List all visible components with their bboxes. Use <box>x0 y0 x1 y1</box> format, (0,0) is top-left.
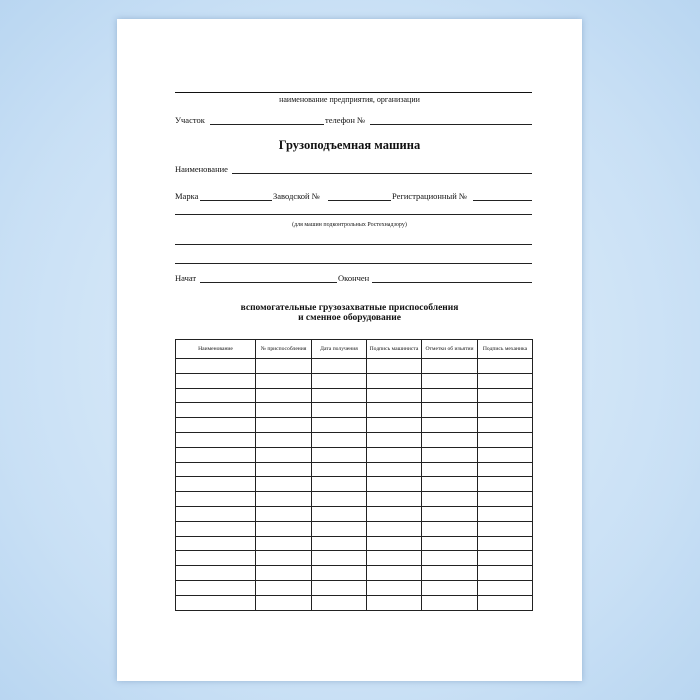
table-cell[interactable] <box>312 595 367 610</box>
table-cell[interactable] <box>312 388 367 403</box>
table-cell[interactable] <box>176 521 256 536</box>
table-row <box>176 403 533 418</box>
table-cell[interactable] <box>256 373 312 388</box>
table-cell[interactable] <box>256 432 312 447</box>
table-row <box>176 506 533 521</box>
table-cell[interactable] <box>478 551 533 566</box>
table-cell[interactable] <box>478 477 533 492</box>
table-cell[interactable] <box>256 477 312 492</box>
table-cell[interactable] <box>256 462 312 477</box>
table-cell[interactable] <box>367 432 422 447</box>
table-row <box>176 595 533 610</box>
table-row <box>176 580 533 595</box>
name-label: Наименование <box>175 164 228 174</box>
table-cell[interactable] <box>367 403 422 418</box>
table-cell[interactable] <box>478 373 533 388</box>
table-cell[interactable] <box>478 506 533 521</box>
table-cell[interactable] <box>367 492 422 507</box>
form-page <box>117 19 582 681</box>
table-cell[interactable] <box>422 551 478 566</box>
uchastok-field[interactable] <box>210 124 324 125</box>
organization-line <box>175 92 532 93</box>
table-cell[interactable] <box>176 388 256 403</box>
table-cell[interactable] <box>478 580 533 595</box>
section-title-line-2: и сменное оборудование <box>298 313 401 323</box>
table-cell[interactable] <box>312 492 367 507</box>
column-header: № приспособления <box>256 340 312 359</box>
table-cell[interactable] <box>176 403 256 418</box>
table-cell[interactable] <box>256 521 312 536</box>
blank-line-2[interactable] <box>175 244 532 245</box>
table-row <box>176 566 533 581</box>
blank-line-3[interactable] <box>175 263 532 264</box>
table-cell[interactable] <box>256 359 312 374</box>
end-label: Окончен <box>338 273 370 283</box>
table-cell[interactable] <box>478 566 533 581</box>
table-cell[interactable] <box>176 418 256 433</box>
table-body <box>176 359 533 611</box>
table-row <box>176 551 533 566</box>
table-cell[interactable] <box>176 359 256 374</box>
table-cell[interactable] <box>256 580 312 595</box>
table-cell[interactable] <box>256 447 312 462</box>
table-cell[interactable] <box>478 432 533 447</box>
table-cell[interactable] <box>478 521 533 536</box>
end-field[interactable] <box>372 282 532 283</box>
table-cell[interactable] <box>312 580 367 595</box>
start-field[interactable] <box>200 282 337 283</box>
form-title: Грузоподъемная машина <box>278 138 421 152</box>
table-cell[interactable] <box>422 477 478 492</box>
table-cell[interactable] <box>312 477 367 492</box>
column-header: Подпись машиниста <box>367 340 422 359</box>
table-cell[interactable] <box>312 536 367 551</box>
phone-label: телефон № <box>325 115 366 125</box>
blank-line-1[interactable] <box>175 214 532 215</box>
table-cell[interactable] <box>478 595 533 610</box>
table-cell[interactable] <box>367 521 422 536</box>
table-cell[interactable] <box>176 595 256 610</box>
table-cell[interactable] <box>367 359 422 374</box>
table-header-row <box>176 340 533 359</box>
table-row <box>176 521 533 536</box>
table-cell[interactable] <box>422 595 478 610</box>
table-cell[interactable] <box>176 580 256 595</box>
table-cell[interactable] <box>256 551 312 566</box>
rostech-note: (для машин подконтрольных Ростехнадзору) <box>292 222 407 228</box>
table-cell[interactable] <box>367 373 422 388</box>
table-cell[interactable] <box>312 506 367 521</box>
table-cell[interactable] <box>422 432 478 447</box>
table-cell[interactable] <box>422 536 478 551</box>
column-header: Отметки об изъятии <box>422 340 478 359</box>
table-cell[interactable] <box>422 373 478 388</box>
table-cell[interactable] <box>312 551 367 566</box>
table-cell[interactable] <box>478 492 533 507</box>
table-cell[interactable] <box>367 388 422 403</box>
table-cell[interactable] <box>422 359 478 374</box>
table-cell[interactable] <box>312 462 367 477</box>
table-cell[interactable] <box>367 595 422 610</box>
table-cell[interactable] <box>367 536 422 551</box>
table-cell[interactable] <box>367 447 422 462</box>
table-cell[interactable] <box>176 462 256 477</box>
table-cell[interactable] <box>478 359 533 374</box>
table-cell[interactable] <box>422 521 478 536</box>
table-cell[interactable] <box>312 403 367 418</box>
table-cell[interactable] <box>256 388 312 403</box>
table-cell[interactable] <box>312 418 367 433</box>
table-cell[interactable] <box>256 492 312 507</box>
equipment-table <box>175 339 533 611</box>
table-cell[interactable] <box>176 551 256 566</box>
uchastok-label: Участок <box>175 115 205 125</box>
table-cell[interactable] <box>176 566 256 581</box>
table-cell[interactable] <box>176 506 256 521</box>
table-cell[interactable] <box>176 477 256 492</box>
table-cell[interactable] <box>256 418 312 433</box>
table-cell[interactable] <box>422 566 478 581</box>
column-header: Подпись механика <box>478 340 533 359</box>
table-cell[interactable] <box>422 462 478 477</box>
table-row <box>176 373 533 388</box>
table-cell[interactable] <box>367 477 422 492</box>
table-cell[interactable] <box>312 447 367 462</box>
table-cell[interactable] <box>256 536 312 551</box>
table-cell[interactable] <box>367 418 422 433</box>
table-cell[interactable] <box>256 566 312 581</box>
table-cell[interactable] <box>312 432 367 447</box>
table-cell[interactable] <box>256 595 312 610</box>
table-cell[interactable] <box>478 388 533 403</box>
table-row <box>176 432 533 447</box>
table-row <box>176 359 533 374</box>
table-cell[interactable] <box>256 506 312 521</box>
table-cell[interactable] <box>478 462 533 477</box>
table-cell[interactable] <box>422 580 478 595</box>
table-row <box>176 418 533 433</box>
table-cell[interactable] <box>176 373 256 388</box>
table-cell[interactable] <box>176 492 256 507</box>
table-cell[interactable] <box>478 536 533 551</box>
marka-field[interactable] <box>200 200 272 201</box>
start-label: Начат <box>175 273 197 283</box>
marka-label: Марка <box>175 191 199 201</box>
name-field[interactable] <box>232 173 532 174</box>
table-cell[interactable] <box>367 506 422 521</box>
table-cell[interactable] <box>367 566 422 581</box>
organization-caption: наименование предприятия, организации <box>279 95 420 104</box>
table-cell[interactable] <box>422 388 478 403</box>
table-cell[interactable] <box>312 359 367 374</box>
table-cell[interactable] <box>422 506 478 521</box>
table-cell[interactable] <box>256 403 312 418</box>
table-row <box>176 462 533 477</box>
table-cell[interactable] <box>422 492 478 507</box>
table-cell[interactable] <box>422 447 478 462</box>
table-cell[interactable] <box>367 462 422 477</box>
table-cell[interactable] <box>367 580 422 595</box>
table-cell[interactable] <box>422 403 478 418</box>
table-cell[interactable] <box>367 551 422 566</box>
table-cell[interactable] <box>478 447 533 462</box>
table-row <box>176 536 533 551</box>
table-row <box>176 447 533 462</box>
table-row <box>176 388 533 403</box>
table-cell[interactable] <box>478 418 533 433</box>
table-cell[interactable] <box>176 536 256 551</box>
factory-no-label: Заводской № <box>273 191 320 201</box>
factory-no-field[interactable] <box>328 200 391 201</box>
reg-no-field[interactable] <box>473 200 532 201</box>
table-cell[interactable] <box>312 521 367 536</box>
table-cell[interactable] <box>312 566 367 581</box>
column-header: Наименование <box>176 340 256 359</box>
table-row <box>176 492 533 507</box>
table-row <box>176 477 533 492</box>
table-cell[interactable] <box>176 447 256 462</box>
reg-no-label: Регистрационный № <box>392 191 467 201</box>
column-header: Дата получения <box>312 340 367 359</box>
table-cell[interactable] <box>422 418 478 433</box>
phone-field[interactable] <box>370 124 532 125</box>
table-cell[interactable] <box>478 403 533 418</box>
section-title-line-1: вспомогательные грузозахватные приспособления <box>240 303 459 313</box>
table-cell[interactable] <box>312 373 367 388</box>
table-cell[interactable] <box>176 432 256 447</box>
